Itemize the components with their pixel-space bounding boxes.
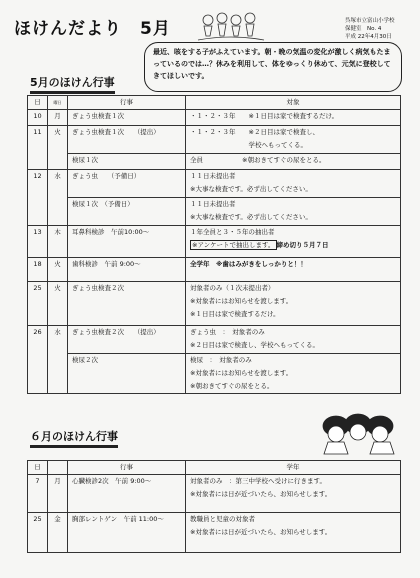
row-day: 11	[28, 126, 48, 170]
table-row	[28, 354, 401, 394]
table-row	[28, 198, 401, 226]
row-weekday: 月	[48, 110, 68, 126]
row-day: 10	[28, 110, 48, 126]
row-event: ぎょう虫検査１次 （提出）	[68, 126, 186, 154]
target-line: ぎょう虫 ： 対象者のみ	[190, 328, 265, 336]
row-weekday: 火	[48, 258, 68, 282]
header-target: 対象	[186, 96, 401, 110]
target-line: 全員 ※朝おきてすぐの尿をとる。	[190, 156, 326, 164]
row-target	[186, 475, 401, 513]
table-row	[28, 513, 401, 553]
row-event: 歯科検診 午前 9:00～	[68, 258, 186, 282]
target-line: ※大事な検査です。必ず出してください。	[190, 213, 312, 221]
row-target	[186, 282, 401, 326]
deadline-text: 締め切り５月７日	[276, 241, 329, 249]
target-line: ※対象者には日が近づいたら、お知らせします。	[190, 490, 332, 498]
target-line: 教職員と児童の対象者	[190, 515, 255, 523]
notice-box: 最近、咳をする子がふえています。朝・晩の気温の変化が激しく病気もたまっているのでは…？休みを利用して、体をゆっくり休めて、元気に登校してきてほしいです。	[144, 42, 402, 92]
row-weekday: 火	[48, 126, 68, 170]
table-row	[28, 126, 401, 154]
header-weekday	[48, 461, 68, 475]
school-name: 呉塚市立富山小学校	[345, 18, 395, 24]
table-row	[28, 475, 401, 513]
june-events-table	[27, 460, 401, 553]
table-row	[28, 226, 401, 258]
row-target	[186, 198, 401, 226]
target-line	[190, 239, 396, 252]
row-day: 13	[28, 226, 48, 258]
table-row	[28, 110, 401, 126]
row-day: 25	[28, 513, 48, 553]
row-event: ぎょう虫検査２次	[68, 282, 186, 326]
target-line: ※朝おきてすぐの尿をとる。	[190, 382, 274, 390]
may-heading-text: 5月のほけん行事	[30, 76, 115, 89]
row-day: 12	[28, 170, 48, 226]
target-line: １年全員と３・５年の抽出者	[190, 228, 275, 236]
row-event: ぎょう虫 （予備日）	[68, 170, 186, 198]
row-event: 検尿２次	[68, 354, 186, 394]
row-target	[186, 126, 401, 154]
row-event: ぎょう虫検査２次 （提出）	[68, 326, 186, 354]
target-line: ・１・２・３年 ※１日目は家で検査するだけ。	[190, 112, 339, 120]
table-row	[28, 258, 401, 282]
row-weekday: 金	[48, 513, 68, 553]
row-day: 25	[28, 282, 48, 326]
header-day: 日	[28, 96, 48, 110]
header-day: 日	[28, 461, 48, 475]
row-weekday: 月	[48, 475, 68, 513]
may-events-table	[27, 95, 401, 394]
issue-date: 平成 22年4月30日	[345, 34, 392, 40]
children-illustration	[196, 10, 266, 44]
school-info	[345, 17, 395, 41]
row-target	[186, 110, 401, 126]
page-title: ほけんだより 5月	[14, 19, 171, 39]
office-number: 保健室 No. 4	[345, 26, 382, 32]
row-event: 検尿１次 （予備日）	[68, 198, 186, 226]
target-line: ※１日目は家で検査するだけ。	[190, 310, 280, 318]
target-line: ・１・２・３年 ※２日目は家で検査し、	[190, 128, 319, 136]
table-row	[28, 154, 401, 170]
june-heading-text: ６月のほけん行事	[30, 430, 118, 443]
row-target	[186, 513, 401, 553]
header-grade: 学年	[186, 461, 401, 475]
row-event: 心臓検診2次 午前 9:00～	[68, 475, 186, 513]
row-event: 耳鼻科検診 午前10:00～	[68, 226, 186, 258]
target-line: ※対象者にはお知らせを渡します。	[190, 297, 293, 305]
row-target	[186, 326, 401, 354]
target-line: 検尿 ： 対象者のみ	[190, 356, 252, 364]
row-target	[186, 258, 401, 282]
heading-underline	[30, 445, 118, 448]
target-line: ※対象者には日が近づいたら、お知らせします。	[190, 528, 332, 536]
row-weekday: 水	[48, 170, 68, 226]
target-line: 対象者のみ ：第三中学校へ受けに行きます。	[190, 477, 326, 485]
row-weekday: 水	[48, 326, 68, 394]
header-weekday: 曜日	[48, 96, 68, 110]
note-box: ※アンケートで抽出します。	[192, 241, 275, 249]
table-row	[28, 326, 401, 354]
may-heading	[30, 74, 115, 90]
header-event: 行事	[68, 461, 186, 475]
row-target	[186, 170, 401, 198]
row-weekday: 木	[48, 226, 68, 258]
row-target	[186, 154, 401, 170]
faces-illustration	[318, 410, 400, 456]
target-line: 学校へもってくる。	[190, 141, 307, 149]
target-line: １１日未提出者	[190, 172, 236, 180]
table-row	[28, 170, 401, 198]
table-row	[28, 282, 401, 326]
row-day: 18	[28, 258, 48, 282]
row-event: 検尿１次	[68, 154, 186, 170]
target-line: １１日未提出者	[190, 200, 236, 208]
row-event: ぎょう虫検査１次	[68, 110, 186, 126]
target-line: ※対象者にはお知らせを渡します。	[190, 369, 293, 377]
target-line: 全学年 ※歯はみがきをしっかりと！！	[190, 260, 307, 268]
row-target	[186, 226, 401, 258]
heading-underline	[30, 91, 115, 94]
target-line: 対象者のみ（１次未提出者）	[190, 284, 275, 292]
target-line: ※大事な検査です。必ず出してください。	[190, 185, 312, 193]
row-event: 胸部レントゲン 午前 11:00～	[68, 513, 186, 553]
row-day: 7	[28, 475, 48, 513]
header-event: 行事	[68, 96, 186, 110]
row-target	[186, 354, 401, 394]
target-line: ※２日目は家で検査し、学校へもってくる。	[190, 341, 319, 349]
june-heading	[30, 428, 118, 444]
row-day: 26	[28, 326, 48, 394]
row-weekday: 火	[48, 282, 68, 326]
